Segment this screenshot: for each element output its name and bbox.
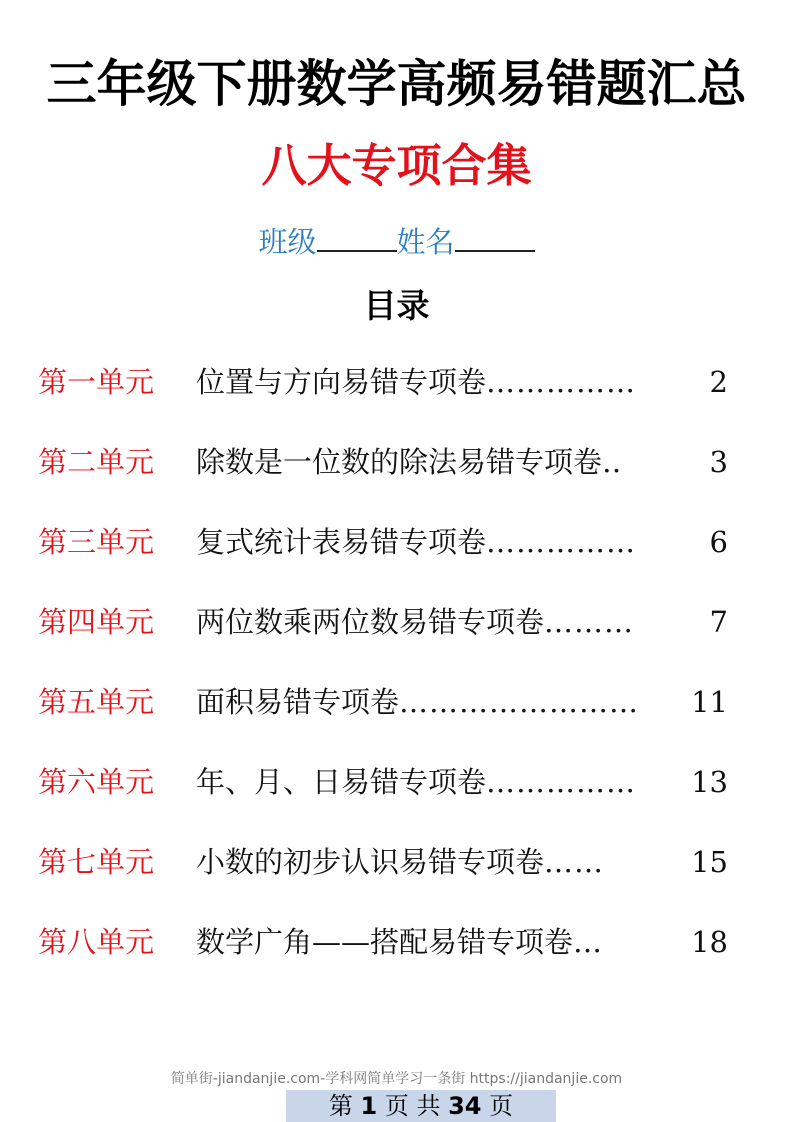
- toc-topic: 复式统计表易错专项卷: [196, 525, 487, 559]
- page-middle: 页 共: [384, 1092, 441, 1120]
- page-prefix: 第: [328, 1092, 353, 1120]
- toc-topic: 除数是一位数的除法易错专项卷: [196, 445, 603, 479]
- toc-page-number: 15: [691, 845, 728, 879]
- toc-topic-wrap: [196, 442, 708, 482]
- toc-row-unit-6: [38, 762, 728, 842]
- toc-unit: 第六单元: [38, 765, 155, 799]
- toc-page-number: 18: [691, 925, 728, 959]
- toc-page-number: 6: [709, 525, 728, 559]
- toc-row-unit-5: [38, 682, 728, 762]
- toc-topic-wrap: [196, 682, 689, 722]
- toc-row-unit-3: [38, 522, 728, 602]
- class-label: 班级: [258, 225, 317, 259]
- toc-topic: 小数的初步认识易错专项卷: [196, 845, 545, 879]
- toc-topic-wrap: [196, 362, 708, 402]
- toc-page-number: 3: [709, 445, 728, 479]
- page-total: 34: [448, 1092, 482, 1120]
- toc-row-unit-7: [38, 842, 728, 922]
- toc-topic-wrap: [196, 762, 689, 802]
- class-blank: [317, 220, 397, 252]
- toc-leader-dots: ……………: [486, 365, 637, 399]
- toc-topic-wrap: [196, 522, 708, 562]
- toc-topic: 两位数乘两位数易错专项卷: [196, 605, 545, 639]
- toc-leader-dots: ‥: [602, 445, 623, 479]
- toc-unit: 第二单元: [38, 445, 155, 479]
- toc-page-number: 13: [691, 765, 728, 799]
- toc-topic: 年、月、日易错专项卷: [196, 765, 487, 799]
- toc-leader-dots: ……………: [486, 765, 637, 799]
- toc-leader-dots: …: [573, 925, 604, 959]
- toc-unit: 第五单元: [38, 685, 155, 719]
- toc-row-unit-4: [38, 602, 728, 682]
- document-subtitle: 八大专项合集: [261, 139, 532, 192]
- name-blank: [455, 220, 535, 252]
- page-current: 1: [360, 1092, 378, 1120]
- toc-leader-dots: ……………: [486, 525, 637, 559]
- toc-topic-wrap: [196, 922, 689, 962]
- document-title: 三年级下册数学高频易错题汇总: [46, 55, 747, 113]
- toc-topic-wrap: [196, 842, 689, 882]
- toc-topic: 位置与方向易错专项卷: [196, 365, 487, 399]
- toc-row-unit-2: [38, 442, 728, 522]
- toc-leader-dots: ……………………: [399, 685, 640, 719]
- toc-unit: 第四单元: [38, 605, 155, 639]
- toc-leader-dots: ………: [544, 605, 635, 639]
- toc-topic-wrap: [196, 602, 708, 642]
- toc-topic: 面积易错专项卷: [196, 685, 400, 719]
- toc-page-number: 2: [709, 365, 728, 399]
- class-name-line: [0, 220, 793, 262]
- toc-row-unit-1: [38, 362, 728, 442]
- toc-unit: 第三单元: [38, 525, 155, 559]
- toc-row-unit-8: [38, 922, 728, 1002]
- toc-unit: 第七单元: [38, 845, 155, 879]
- toc-page-number: 11: [691, 685, 728, 719]
- toc-page-number: 7: [709, 605, 728, 639]
- name-label: 姓名: [396, 225, 455, 259]
- table-of-contents: [38, 362, 728, 1002]
- toc-heading: 目录: [363, 286, 430, 325]
- toc-unit: 第八单元: [38, 925, 155, 959]
- toc-unit: 第一单元: [38, 365, 155, 399]
- page-footer: [286, 1090, 556, 1122]
- watermark-text: 简单街-jiandanjie.com-学科网简单学习一条街 https://jiandanjie.com: [170, 1071, 623, 1087]
- toc-leader-dots: ……: [544, 845, 605, 879]
- toc-topic: 数学广角——搭配易错专项卷: [196, 925, 574, 959]
- page-suffix: 页: [489, 1092, 514, 1120]
